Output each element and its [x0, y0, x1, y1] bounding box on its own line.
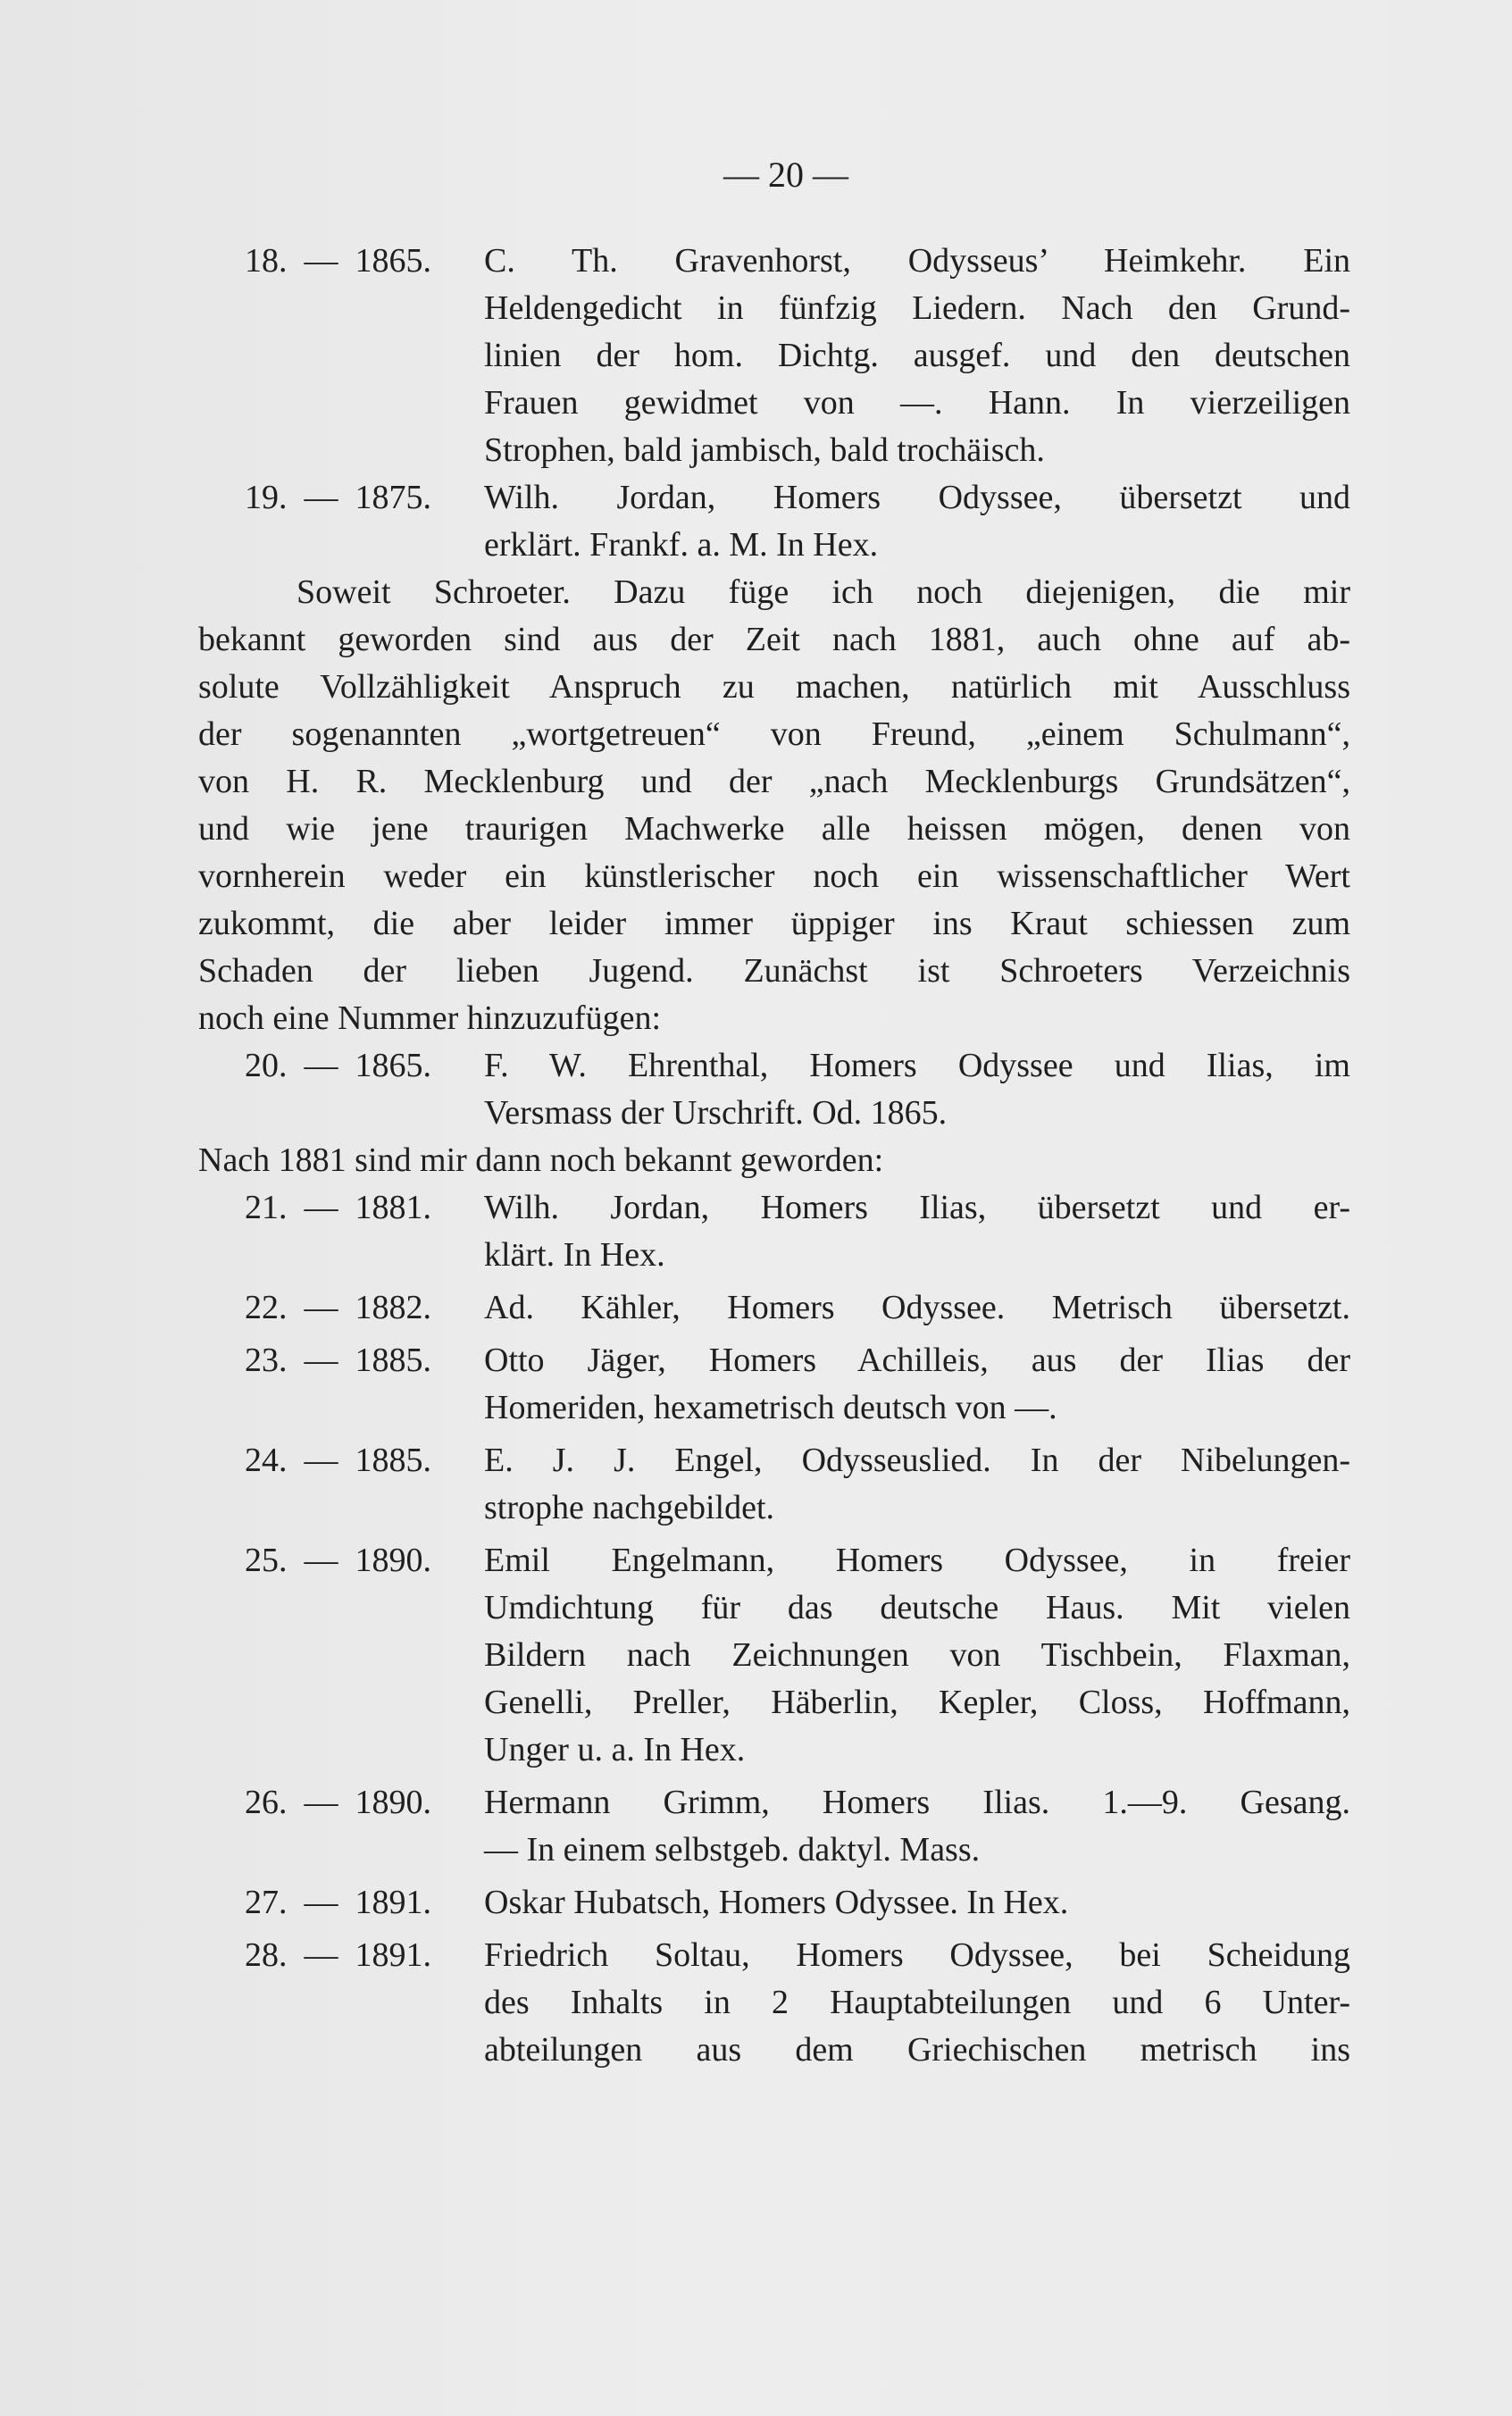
entry-line: abteilungen aus dem Griechischen metrisch ins: [484, 2031, 1350, 2069]
entry-line: Homeriden, hexametrisch deutsch von —.: [484, 1389, 1057, 1426]
paragraph-line: vornherein weder ein künstlerischer noch ein wissenschaftlicher Wert: [198, 857, 1350, 895]
entry-number: 18. — 1865.: [245, 242, 431, 280]
entry-25: [198, 1537, 1350, 1774]
entry-line: Emil Engelmann, Homers Odyssee, in freier: [484, 1542, 1350, 1579]
entry-number: 21. — 1881.: [245, 1189, 431, 1226]
page-number: — 20 —: [723, 155, 848, 195]
paragraph-line: bekannt geworden sind aus der Zeit nach 1881, auch ohne auf ab-: [198, 621, 1350, 658]
entry-20: [198, 1042, 1350, 1137]
entry-line: Friedrich Soltau, Homers Odyssee, bei Scheidung: [484, 1936, 1350, 1974]
entry-line: Frauen gewidmet von —. Hann. In vierzeiligen: [484, 384, 1350, 422]
entry-21: [198, 1184, 1350, 1279]
entry-number: 26. — 1890.: [245, 1784, 431, 1821]
paragraph-line: Soweit Schroeter. Dazu füge ich noch diejenigen, die mir: [297, 573, 1350, 611]
entry-line: Umdichtung für das deutsche Haus. Mit vielen: [484, 1589, 1350, 1626]
entry-line: E. J. J. Engel, Odysseuslied. In der Nibelungen-: [484, 1442, 1350, 1479]
entry-number: 23. — 1885.: [245, 1342, 431, 1379]
entry-27: [198, 1879, 1350, 1927]
entry-line: Hermann Grimm, Homers Ilias. 1.—9. Gesang.: [484, 1784, 1350, 1821]
entry-line: linien der hom. Dichtg. ausgef. und den deutschen: [484, 337, 1350, 374]
entry-number: 22. — 1882.: [245, 1289, 431, 1326]
entry-number: 25. — 1890.: [245, 1542, 431, 1579]
entry-line: Bildern nach Zeichnungen von Tischbein, Flaxman,: [484, 1636, 1350, 1674]
entry-line: klärt. In Hex.: [484, 1236, 665, 1274]
entry-number: 19. — 1875.: [245, 479, 431, 516]
entry-line: Strophen, bald jambisch, bald trochäisch.: [484, 431, 1045, 469]
entry-number: 28. — 1891.: [245, 1936, 431, 1974]
entry-line: F. W. Ehrenthal, Homers Odyssee und Ilias, im: [484, 1047, 1350, 1084]
entry-line: Oskar Hubatsch, Homers Odyssee. In Hex.: [484, 1884, 1069, 1921]
entry-line: Wilh. Jordan, Homers Ilias, übersetzt und er-: [484, 1189, 1350, 1226]
entry-28: [198, 1932, 1350, 2074]
after-1881-line: [198, 1137, 1350, 1184]
entry-number: 27. — 1891.: [245, 1884, 431, 1921]
entry-19: [198, 474, 1350, 569]
entry-24: [198, 1437, 1350, 1532]
entry-line: strophe nachgebildet.: [484, 1489, 775, 1526]
entry-line: Wilh. Jordan, Homers Odyssee, übersetzt und: [484, 479, 1350, 516]
page-body: [198, 238, 1350, 2074]
paragraph-line: zukommt, die aber leider immer üppiger ins Kraut schiessen zum: [198, 905, 1350, 942]
entry-line: Ad. Kähler, Homers Odyssee. Metrisch übersetzt.: [484, 1289, 1350, 1326]
entry-18: [198, 238, 1350, 474]
entry-26: [198, 1779, 1350, 1874]
paragraph-line: Nach 1881 sind mir dann noch bekannt geworden:: [198, 1141, 884, 1179]
entry-line: Otto Jäger, Homers Achilleis, aus der Ilias der: [484, 1342, 1350, 1379]
entry-line: — In einem selbstgeb. daktyl. Mass.: [484, 1831, 981, 1868]
paragraph-line: noch eine Nummer hinzuzufügen:: [198, 999, 662, 1037]
entry-line: Versmass der Urschrift. Od. 1865.: [484, 1094, 948, 1132]
paragraph-line: solute Vollzähligkeit Anspruch zu machen, natürlich mit Ausschluss: [198, 668, 1350, 706]
entry-number: 24. — 1885.: [245, 1442, 431, 1479]
paragraph-line: der sogenannten „wortgetreuen“ von Freund, „einem Schulmann“,: [198, 715, 1350, 753]
entry-line: C. Th. Gravenhorst, Odysseus’ Heimkehr. Ein: [484, 242, 1350, 280]
body-paragraph: [198, 569, 1350, 1042]
entry-line: Heldengedicht in fünfzig Liedern. Nach den Grund-: [484, 289, 1350, 327]
entry-line: Genelli, Preller, Häberlin, Kepler, Closs, Hoffmann,: [484, 1684, 1350, 1721]
entry-line: des Inhalts in 2 Hauptabteilungen und 6 Unter-: [484, 1984, 1350, 2021]
entry-22: [198, 1284, 1350, 1332]
entry-number: 20. — 1865.: [245, 1047, 431, 1084]
paragraph-line: von H. R. Mecklenburg und der „nach Mecklenburgs Grundsätzen“,: [198, 763, 1350, 800]
paragraph-line: Schaden der lieben Jugend. Zunächst ist Schroeters Verzeichnis: [198, 952, 1350, 990]
entry-23: [198, 1337, 1350, 1432]
paragraph-line: und wie jene traurigen Machwerke alle heissen mögen, denen von: [198, 810, 1350, 848]
entry-line: erklärt. Frankf. a. M. In Hex.: [484, 526, 879, 564]
entry-line: Unger u. a. In Hex.: [484, 1731, 746, 1768]
